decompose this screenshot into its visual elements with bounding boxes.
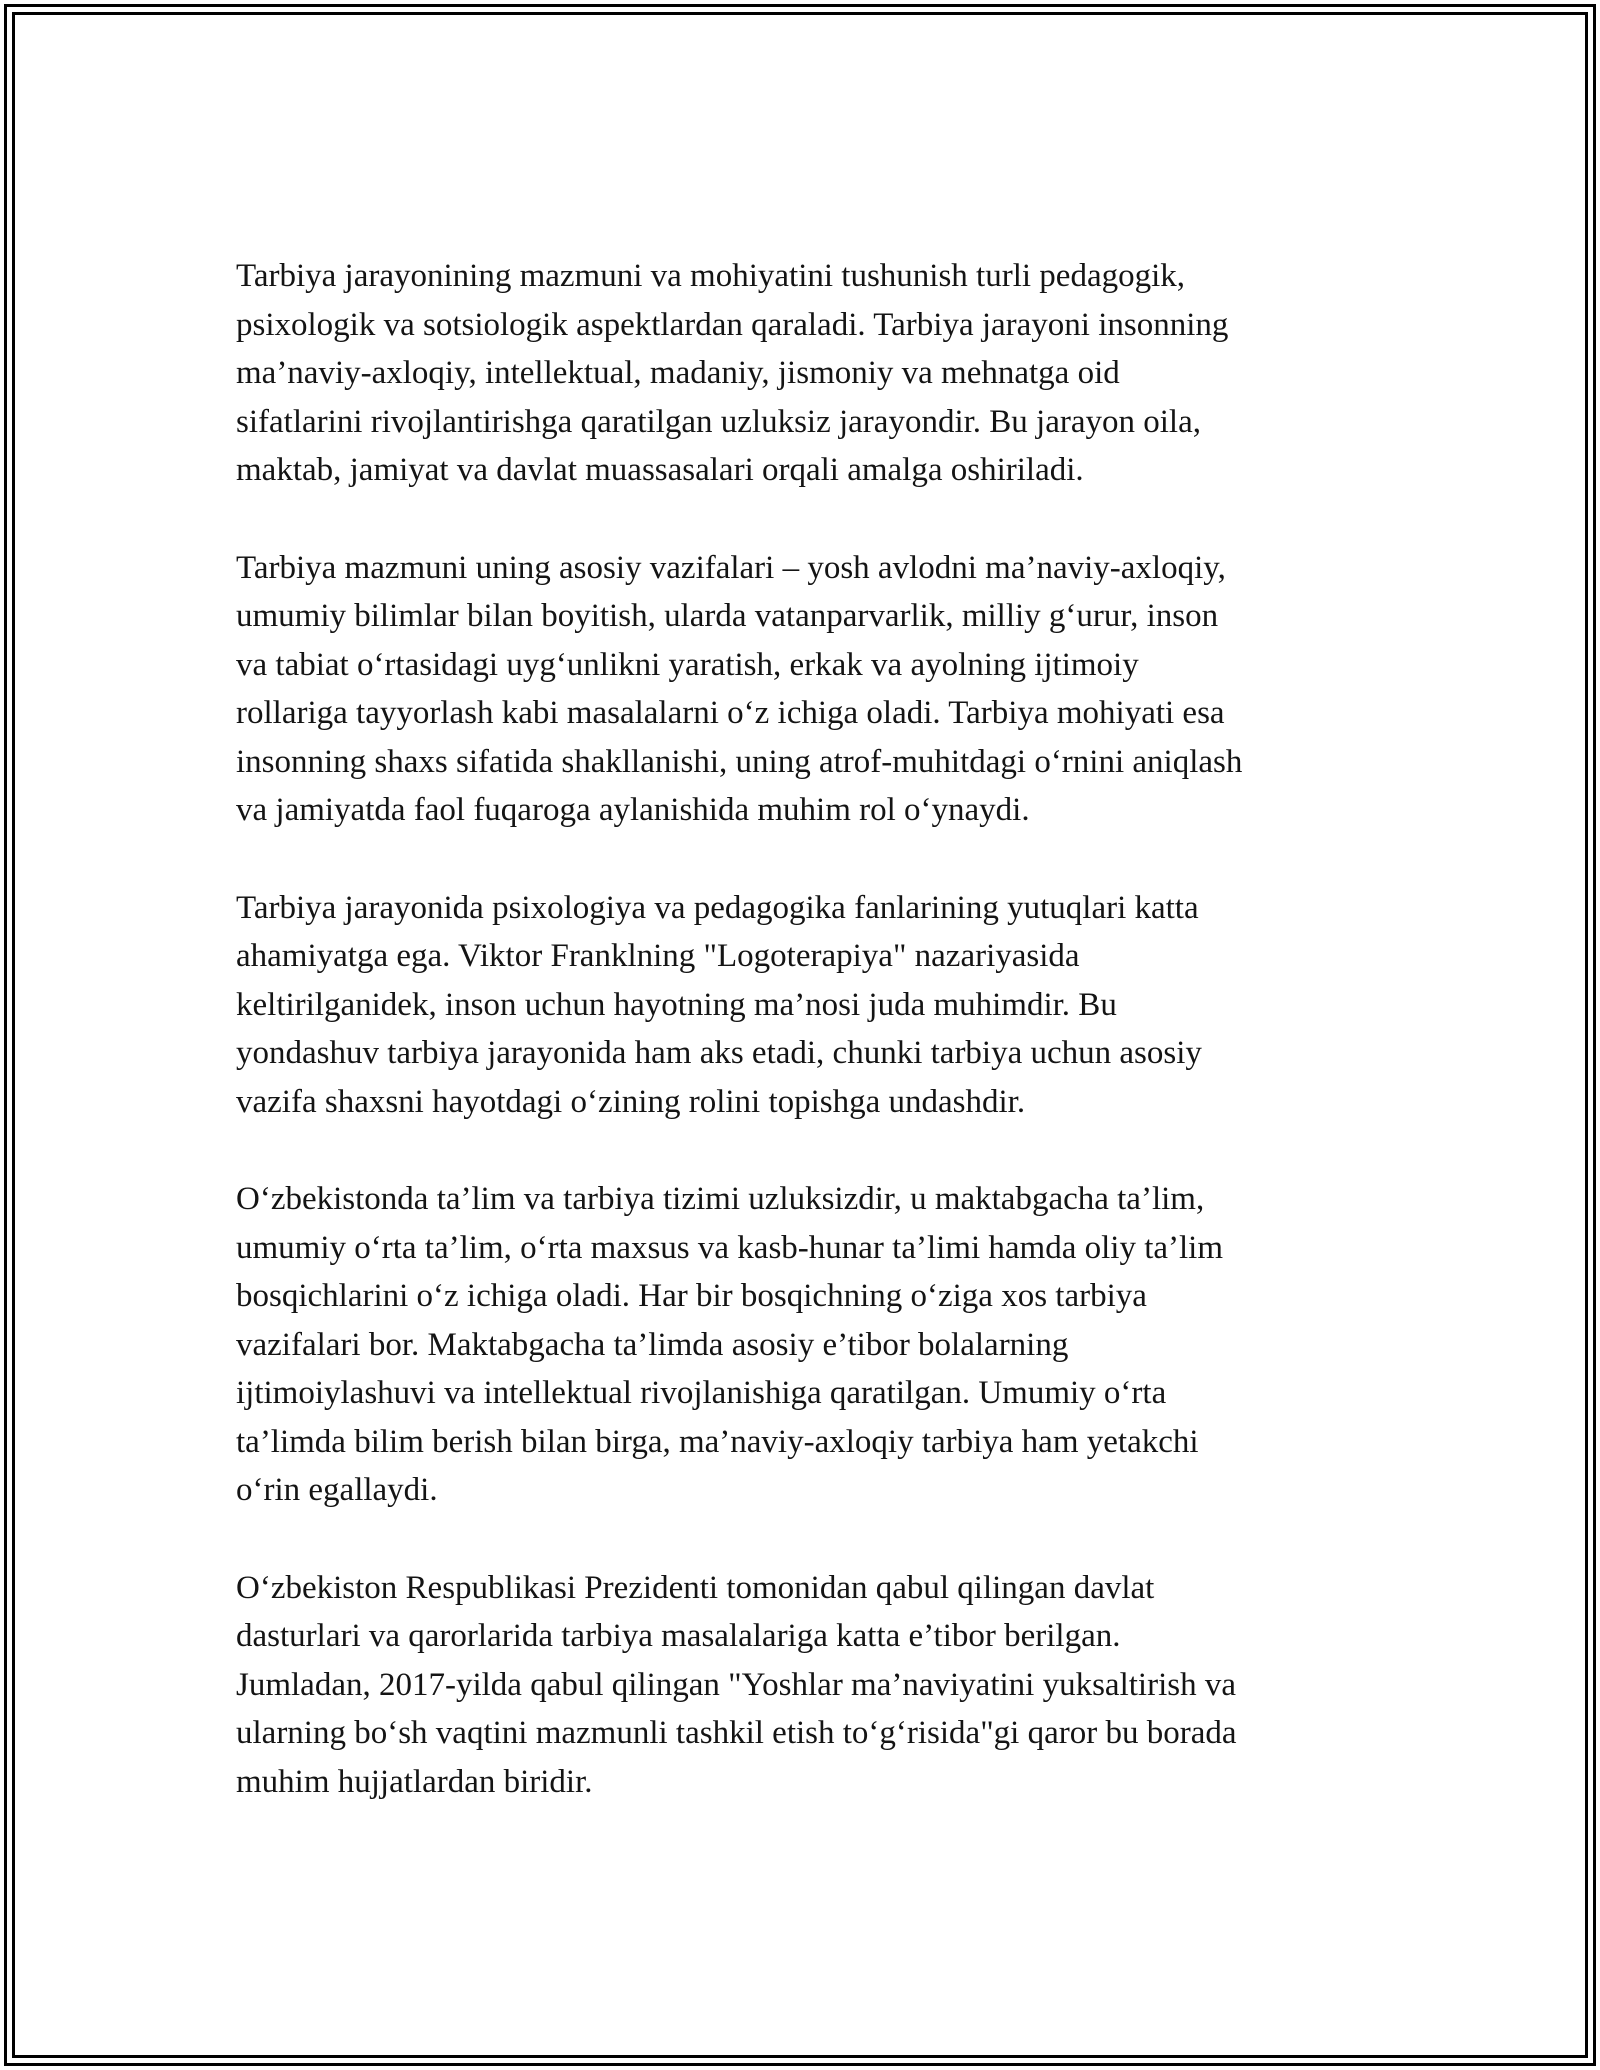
paragraph-4: O‘zbekistonda ta’lim va tarbiya tizimi uzluksizdir, u maktabgacha ta’lim, umumiy o‘rta ta’lim, o‘rta maxsus va kasb-hunar ta’limi hamda oliy ta’lim bosqichlarini o‘z ichiga oladi. Har bir bosqichning o‘ziga xos tarbiya vazifalari bor. Maktabgacha ta’limda asosiy e’tibor bolalarning ijtimoiylashuvi va intellektual rivojlanishiga qaratilgan. Umumiy o‘rta ta’limda bilim berish bilan birga, ma’naviy-axloqiy tarbiya ham yetakchi o‘rin egallaydi. (236, 1181, 1224, 1508)
paragraph-2: Tarbiya mazmuni uning asosiy vazifalari – yosh avlodni ma’naviy-axloqiy, umumiy bilimlar bilan boyitish, ularda vatanparvarlik, milliy g‘urur, inson va tabiat o‘rtasidagi uyg‘unlikni yaratish, erkak va ayolning ijtimoiy rollariga tayyorlash kabi masalalarni o‘z ichiga oladi. Tarbiya mohiyati esa insonning shaxs sifatida shakllanishi, uning atrof-muhitdagi o‘rnini aniqlash va jamiyatda faol fuqaroga aylanishida muhim rol o‘ynaydi. (236, 549, 1243, 828)
paragraph-5: O‘zbekiston Respublikasi Prezidenti tomonidan qabul qilingan davlat dasturlari va qarorlarida tarbiya masalalariga katta e’tibor berilgan. Jumladan, 2017-yilda qabul qilingan "Yoshlar ma’naviyatini yuksaltirish va ularning bo‘sh vaqtini mazmunli tashkil etish to‘g‘risida"gi qaror bu borada muhim hujjatlardan biridir. (236, 1569, 1237, 1800)
document-body (236, 252, 1376, 1855)
paragraph-1: Tarbiya jarayonining mazmuni va mohiyatini tushunish turli pedagogik, psixologik va sotsiologik aspektlardan qaraladi. Tarbiya jarayoni insonning ma’naviy-axloqiy, intellektual, madaniy, jismoniy va mehnatga oid sifatlarini rivojlantirishga qaratilgan uzluksiz jarayondir. Bu jarayon oila, maktab, jamiyat va davlat muassasalari orqali amalga oshiriladi. (236, 258, 1229, 488)
paragraph-3: Tarbiya jarayonida psixologiya va pedagogika fanlarining yutuqlari katta ahamiyatga ega. Viktor Franklning "Logoterapiya" nazariyasida keltirilganidek, inson uchun hayotning ma’nosi juda muhimdir. Bu yondashuv tarbiya jarayonida ham aks etadi, chunki tarbiya uchun asosiy vazifa shaxsni hayotdagi o‘zining rolini topishga undashdir. (236, 889, 1202, 1120)
